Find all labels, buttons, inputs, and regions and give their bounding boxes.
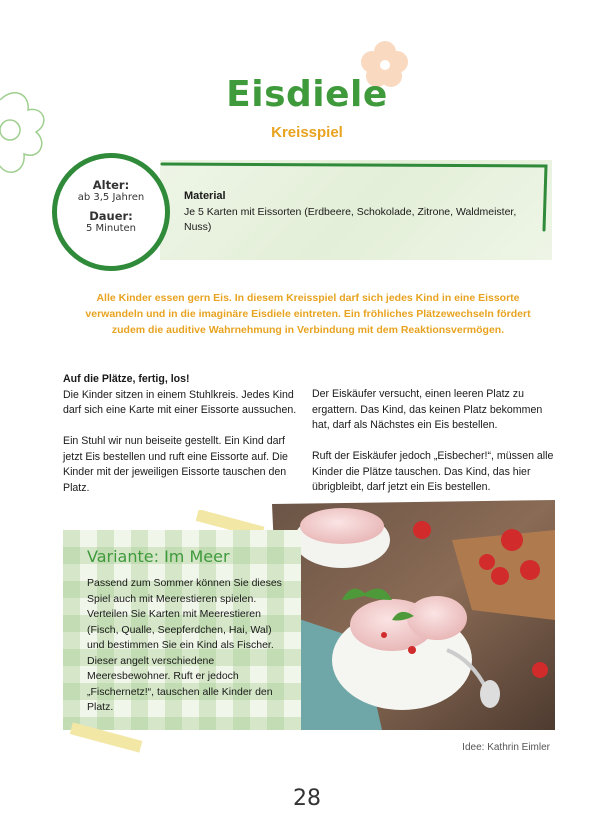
age-value: ab 3,5 Jahren [77,192,145,203]
instructions-paragraph: Die Kinder sitzen in einem Stuhlkreis. Jedes Kind darf sich eine Karte mit einer Eissorte aussuchen. [63,388,297,416]
variant-paragraph: Passend zum Sommer können Sie dieses Spiel auch mit Meerestieren spielen. [87,577,282,605]
duration-label: Dauer: [89,209,133,223]
instructions-column-right [312,387,554,511]
idea-credit: Idee: Kathrin Eimler [462,742,550,753]
variant-text [87,576,282,716]
instructions-heading: Auf die Plätze, fertig, los! [63,373,190,385]
tape-decoration [68,718,148,758]
page-title: Eisdiele [226,74,388,115]
instructions-paragraph: Ein Stuhl wir nun beiseite gestellt. Ein Kind darf jetzt Eis bestellen und ruft eine Eissorte auf. Die Kinder mit der jeweiligen Eissorte tauschen den Platz. [63,435,288,494]
variant-paragraph: Verteilen Sie Karten mit Meerestieren (Fisch, Qualle, Seepferdchen, Hai, Wal) und bestimmen Sie ein Kind als Fischer. Dieser angelt verschiedene Meeresbewohner. Ruft er jedoch „Fischernetz!“, tauschen alle Kinder den Platz. [87,608,274,713]
info-circle [52,153,170,271]
page-number: 28 [293,786,321,811]
page-subtitle: Kreisspiel [271,124,343,141]
ice-cream-photo [272,500,555,730]
instructions-paragraph: Der Eiskäufer versucht, einen leeren Platz zu ergattern. Das Kind, das keinen Platz bekommen hat, darf als Nächstes ein Eis bestellen. [312,388,543,431]
material-text: Je 5 Karten mit Eissorten (Erdbeere, Schokolade, Zitrone, Waldmeister, Nuss) [184,206,517,233]
variant-title: Variante: Im Meer [87,547,230,566]
duration-value: 5 Minuten [85,223,137,234]
instructions-paragraph: Ruft der Eiskäufer jedoch „Eisbecher!“, müssen alle Kinder die Plätze tauschen. Das Kind, das hier übrigbleibt, darf jetzt ein Eis bestellen. [312,450,554,493]
age-label: Alter: [92,178,130,192]
instructions-column-left [63,372,303,512]
material-heading: Material [184,190,226,202]
intro-text: Alle Kinder essen gern Eis. In diesem Kreisspiel darf sich jedes Kind in eine Eissorte verwandeln und in die imaginäre Eisdiele eintreten. Ein fröhliches Plätzewechseln fördert zudem die auditive Wahrnehmung in Verbindung mit dem Reaktionsvermögen. [85,292,531,336]
